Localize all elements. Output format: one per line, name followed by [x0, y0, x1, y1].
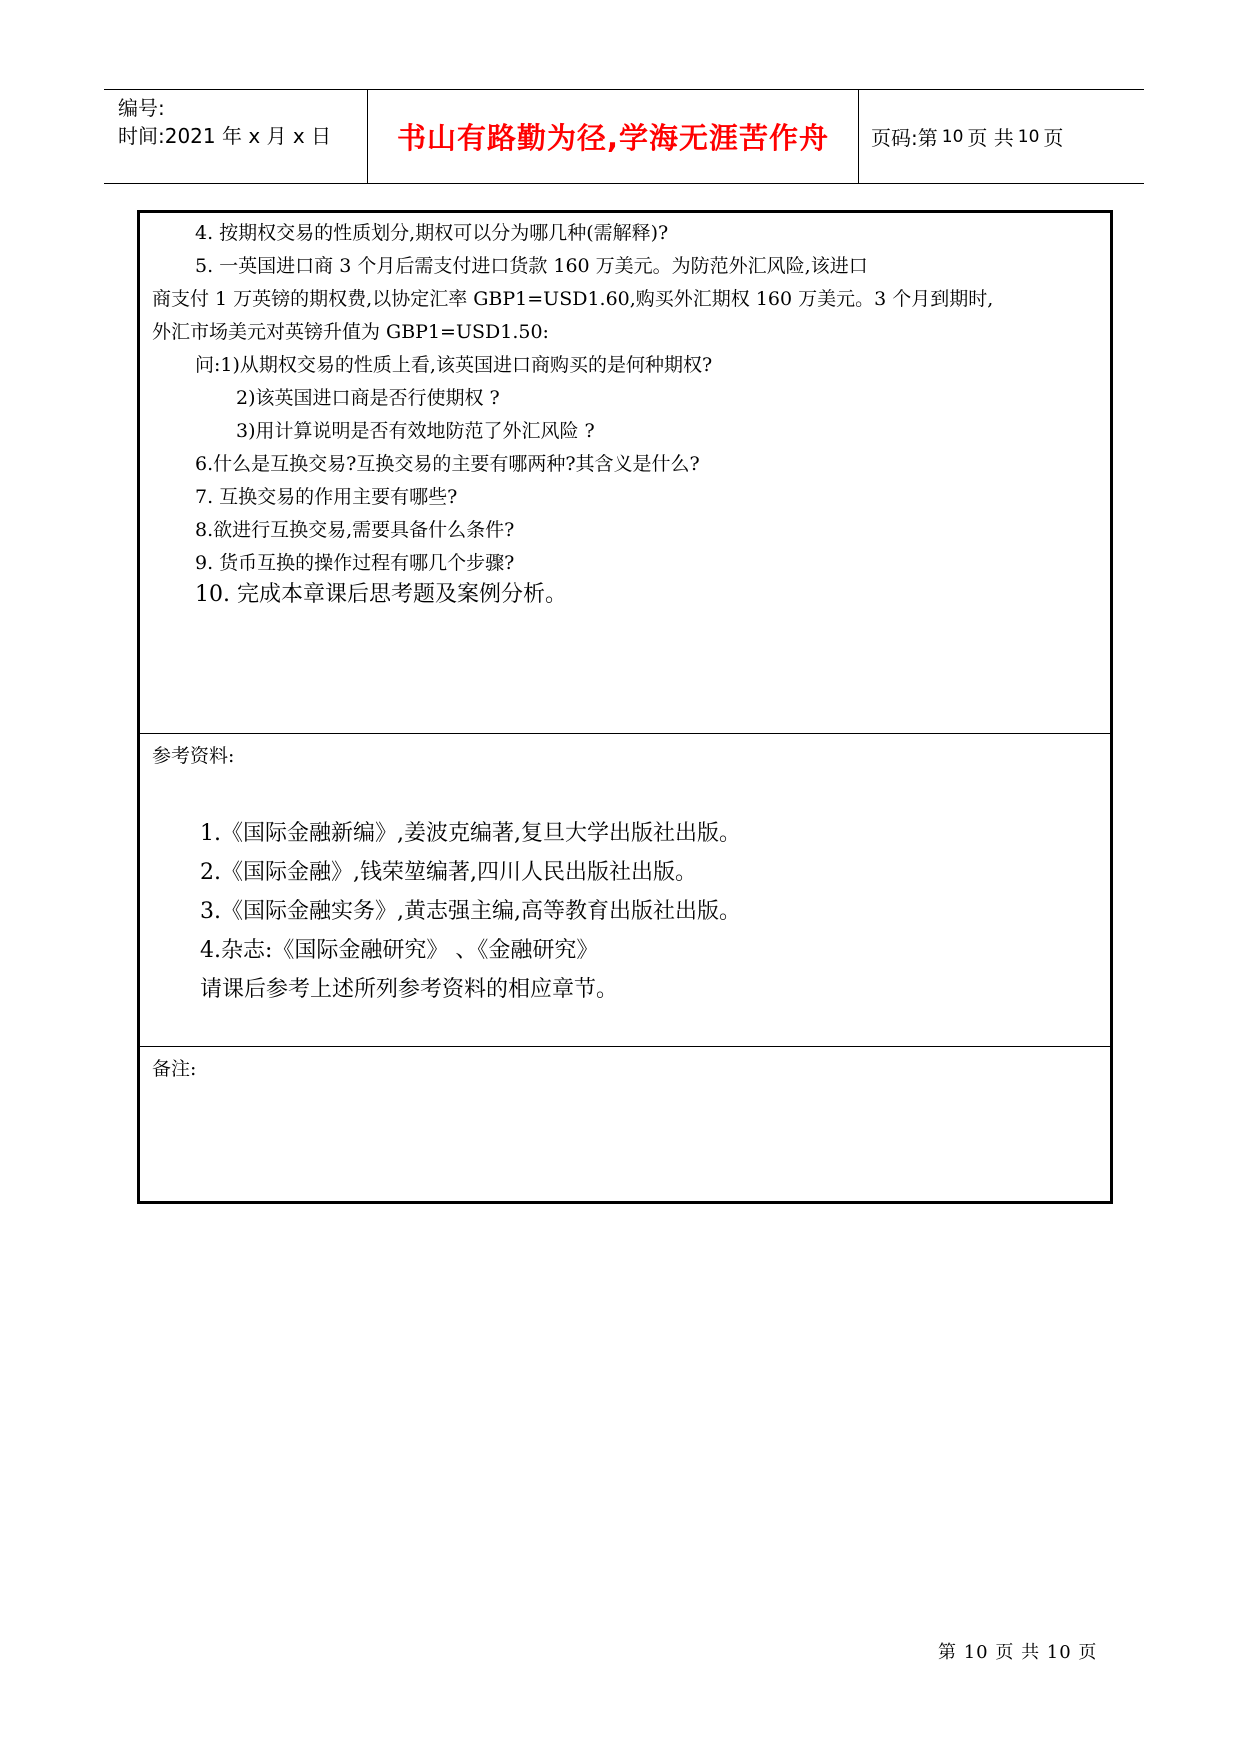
header-motto: 书山有路勤为径,学海无涯苦作舟	[368, 90, 859, 183]
question-6: 6.什么是互换交易?互换交易的主要有哪两种?其含义是什么?	[195, 453, 700, 475]
question-5-cont-2: 外汇市场美元对英镑升值为 GBP1=USD1.50:	[152, 321, 549, 343]
page-number: 10	[941, 126, 964, 147]
page-header	[104, 89, 1144, 184]
reference-item-1: 1.《国际金融新编》,姜波克编著,复旦大学出版社出版。	[200, 821, 741, 846]
header-meta	[104, 90, 368, 183]
question-5-sub-3: 3)用计算说明是否有效地防范了外汇风险 ?	[236, 420, 595, 442]
question-5: 5. 一英国进口商 3 个月后需支付进口货款 160 万美元。为防范外汇风险,该进口	[195, 255, 868, 277]
notes-label: 备注:	[152, 1058, 197, 1080]
question-9: 9. 货币互换的操作过程有哪几个步骤?	[195, 552, 515, 574]
question-5-sub-2: 2)该英国进口商是否行使期权 ?	[236, 387, 500, 409]
time-label: 时间:2021 年 x 月 x 日	[118, 124, 332, 148]
content-box	[137, 210, 1113, 1204]
question-5-cont-1: 商支付 1 万英镑的期权费,以协定汇率 GBP1=USD1.60,购买外汇期权 160 万美元。3 个月到期时,	[152, 288, 994, 310]
question-4: 4. 按期权交易的性质划分,期权可以分为哪几种(需解释)?	[195, 222, 669, 244]
notes-section	[140, 1046, 1110, 1204]
references-label: 参考资料:	[152, 745, 235, 767]
reference-item-4: 4.杂志:《国际金融研究》 、《金融研究》	[200, 938, 599, 963]
references-section	[140, 733, 1110, 1046]
header-page-info	[859, 90, 1144, 183]
page-footer: 第 10 页 共 10 页	[938, 1642, 1098, 1663]
question-10: 10. 完成本章课后思考题及案例分析。	[195, 582, 567, 607]
question-8: 8.欲进行互换交易,需要具备什么条件?	[195, 519, 515, 541]
page-suffix: 页	[1043, 126, 1064, 150]
reference-note: 请课后参考上述所列参考资料的相应章节。	[200, 977, 619, 1002]
questions-section	[140, 213, 1110, 733]
question-7: 7. 互换交易的作用主要有哪些?	[195, 486, 458, 508]
page-prefix: 页码:第	[871, 126, 938, 150]
question-5-sub-1: 问:1)从期权交易的性质上看,该英国进口商购买的是何种期权?	[195, 354, 713, 376]
reference-item-3: 3.《国际金融实务》,黄志强主编,高等教育出版社出版。	[200, 899, 741, 924]
serial-label: 编号:	[118, 96, 165, 120]
page-mid: 页 共	[967, 126, 1014, 150]
page-total: 10	[1017, 126, 1040, 147]
reference-item-2: 2.《国际金融》,钱荣堃编著,四川人民出版社出版。	[200, 860, 697, 885]
